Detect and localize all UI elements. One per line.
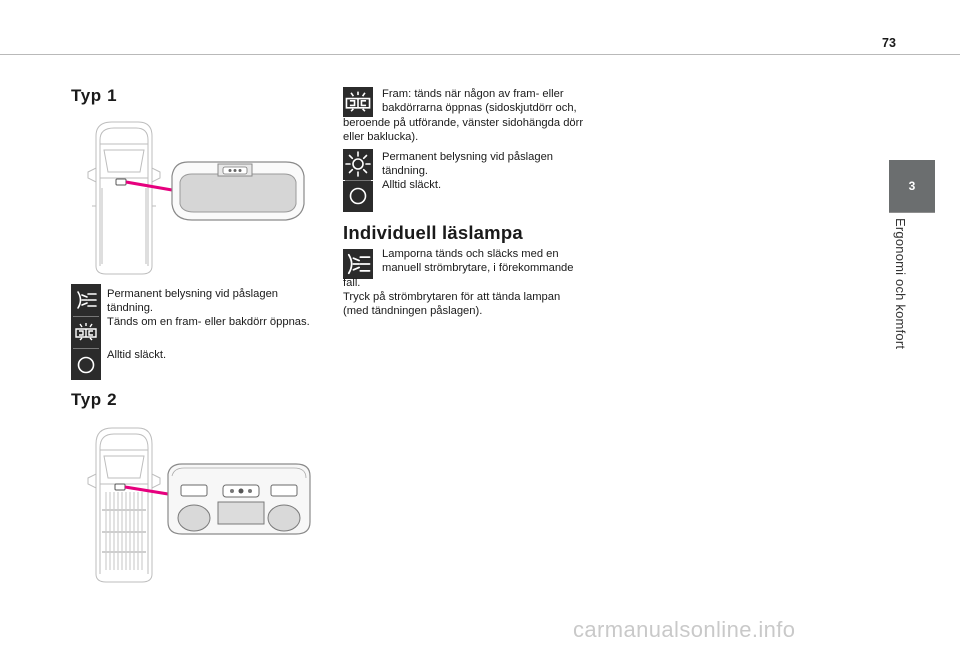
chapter-tab[interactable]: 3 — [889, 160, 935, 212]
type1-icon-bar — [71, 284, 101, 380]
type2-pointer-line — [125, 487, 168, 494]
right-item-permanent-line1: Permanent belysning vid påslagen — [382, 151, 554, 163]
chapter-tab-divider — [889, 212, 935, 213]
type1-illustration — [82, 116, 318, 276]
light-off-icon — [76, 355, 96, 375]
type1-pointer-line — [126, 182, 172, 190]
front-door-line4: eller baklucka). — [343, 131, 419, 144]
page-number: 73 — [882, 36, 896, 50]
type2-heading: Typ 2 — [71, 390, 118, 409]
chapter-title — [893, 218, 913, 378]
type2-lamp-detail — [168, 464, 310, 534]
front-door-icon-box — [343, 87, 373, 117]
reading-line3: fall. — [343, 277, 361, 289]
chapter-title-text: Ergonomi och komfort — [893, 218, 908, 350]
reading-text-b — [343, 276, 613, 319]
right-item-permanent-line2: tändning. — [382, 165, 429, 178]
front-door-text-b — [343, 116, 613, 144]
reading-icon-box — [343, 249, 373, 279]
reading-text-a — [382, 247, 612, 275]
door-light-icon — [343, 87, 373, 117]
light-off-icon — [343, 181, 373, 211]
reading-line2: manuell strömbrytare, i förekommande — [382, 262, 574, 275]
reading-lamp-heading: Individuell läslampa — [343, 222, 523, 243]
type1-item-off: Alltid släckt. — [107, 349, 167, 361]
front-door-line1: Fram: tänds när någon av fram- eller — [382, 88, 564, 100]
front-door-line2: bakdörrarna öppnas (sidoskjutdörr och, — [382, 102, 577, 115]
right-item-permanent — [382, 150, 612, 193]
icon-separator — [73, 348, 99, 349]
off-icon-box — [343, 181, 373, 212]
reading-line4: Tryck på strömbrytaren för att tända lampan — [343, 291, 561, 304]
sun-light-icon — [343, 149, 373, 179]
type1-item-permanent — [107, 287, 337, 330]
interior-light-on-icon — [74, 289, 98, 311]
reading-line1: Lamporna tänds och släcks med en — [382, 248, 559, 260]
interior-light-on-icon — [343, 249, 373, 279]
type1-heading: Typ 1 — [71, 86, 118, 105]
type1-lamp-marker — [116, 179, 126, 185]
type2-lamp-marker — [115, 484, 125, 490]
door-light-icon — [73, 321, 99, 343]
sun-icon-box — [343, 149, 373, 180]
front-door-text-a — [382, 87, 612, 115]
type1-item-permanent-line1: Permanent belysning vid påslagen — [107, 288, 279, 300]
type1-item-permanent-line2: tändning. — [107, 302, 154, 315]
icon-separator — [73, 316, 99, 317]
type1-lamp-detail — [172, 162, 304, 220]
right-item-off: Alltid släckt. — [382, 179, 442, 192]
type1-item-door: Tänds om en fram- eller bakdörr öppnas. — [107, 316, 310, 329]
type2-illustration — [82, 424, 318, 584]
header-rule — [0, 54, 960, 55]
front-door-line3: beroende på utförande, vänster sidohängda dörr — [343, 117, 584, 129]
watermark: carmanualsonline.info — [573, 617, 796, 642]
reading-line5: (med tändningen påslagen). — [343, 305, 483, 318]
